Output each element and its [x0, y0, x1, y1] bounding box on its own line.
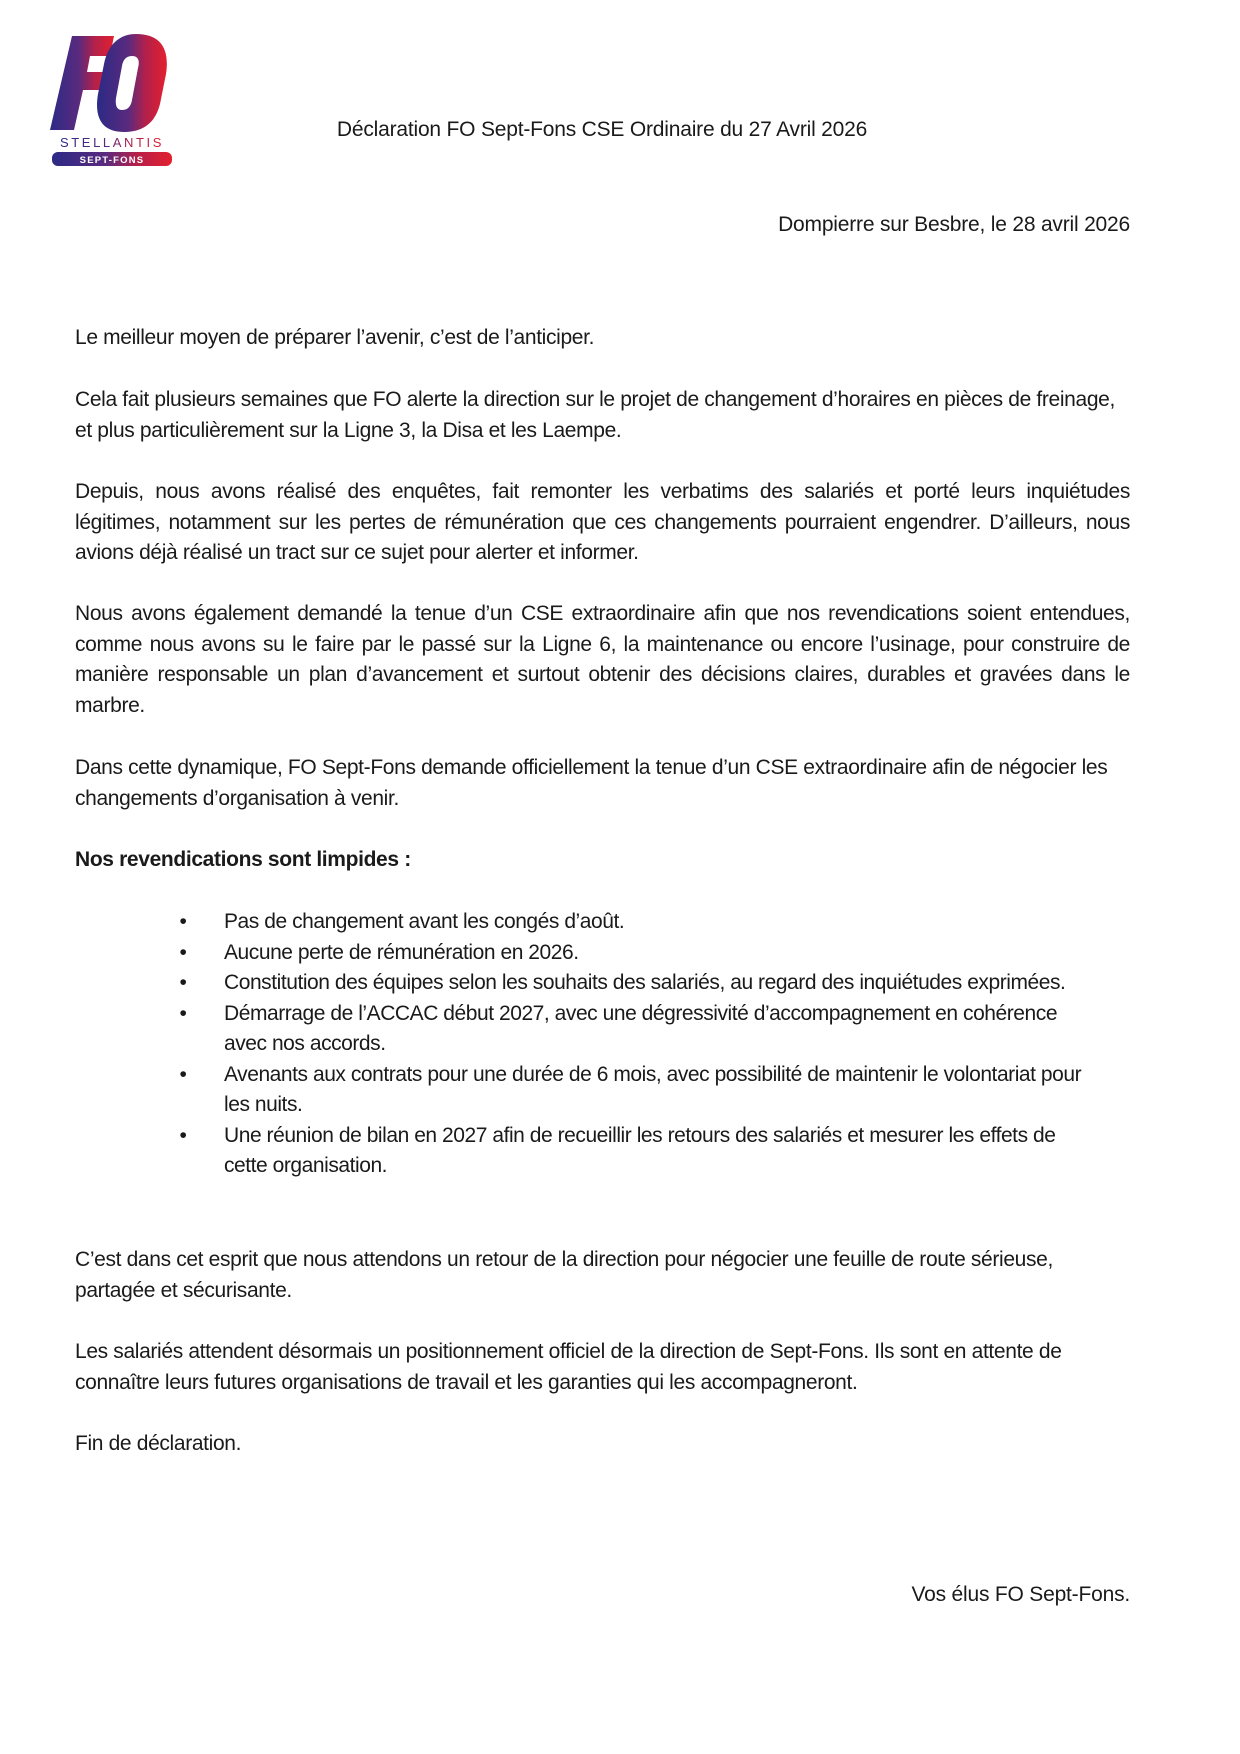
claim-text: Une réunion de bilan en 2027 afin de recueillir les retours des salariés et mesurer les effets de cette organisation.	[224, 1123, 1056, 1177]
claim-text: Avenants aux contrats pour une durée de 6 mois, avec possibilité de maintenir le volontariat pour les nuits.	[224, 1062, 1082, 1116]
claim-item	[173, 938, 1103, 969]
claim-item	[173, 968, 1103, 999]
claim-item	[173, 999, 1103, 1060]
claim-item	[173, 1121, 1103, 1182]
paragraph-official-demand: Dans cette dynamique, FO Sept-Fons demande officiellement la tenue d’un CSE extraordinaire afin de négocier les changements d’organisation à venir.	[75, 756, 1108, 810]
claim-text: Démarrage de l’ACCAC début 2027, avec une dégressivité d’accompagnement en cohérence avec nos accords.	[224, 1001, 1058, 1055]
closing-line: Fin de déclaration.	[75, 1432, 242, 1455]
claim-item	[173, 907, 1103, 938]
paragraph-employees-waiting: Les salariés attendent désormais un positionnement officiel de la direction de Sept-Fons. Ils sont en attente de connaître leurs futures organisations de travail et les garanties qui les accompagneront.	[75, 1340, 1062, 1394]
fo-logo-icon	[50, 34, 174, 172]
paragraph-cse-request: Nous avons également demandé la tenue d’un CSE extraordinaire afin que nos revendications soient entendues, comme nous avons su le faire par le passé sur la Ligne 6, la maintenance ou encore l’usinage, pour construire de manière responsable un plan d’avancement et surtout obtenir des décisions claires, durables et gravées dans le marbre.	[75, 602, 1130, 717]
place-and-date: Dompierre sur Besbre, le 28 avril 2026	[778, 213, 1130, 236]
claim-item	[173, 1060, 1103, 1121]
document-title: Déclaration FO Sept-Fons CSE Ordinaire du 27 Avril 2026	[336, 118, 868, 141]
bullet-icon: •	[179, 971, 187, 994]
intro-paragraph: Le meilleur moyen de préparer l’avenir, c’est de l’anticiper.	[75, 326, 595, 349]
paragraph-roadmap: C’est dans cet esprit que nous attendons un retour de la direction pour négocier une feuille de route sérieuse, partagée et sécurisante.	[75, 1248, 1053, 1302]
paragraph-alert: Cela fait plusieurs semaines que FO alerte la direction sur le projet de changement d’horaires en pièces de freinage, et plus particulièrement sur la Ligne 3, la Disa et les Laempe.	[75, 388, 1115, 442]
bullet-icon: •	[179, 940, 187, 964]
svg-text:STELLANTIS: STELLANTIS	[59, 135, 165, 150]
svg-text:SEPT-FONS: SEPT-FONS	[79, 155, 145, 166]
claims-heading: Nos revendications sont limpides :	[75, 848, 411, 871]
signature: Vos élus FO Sept-Fons.	[911, 1583, 1130, 1606]
fo-stellantis-logo	[50, 34, 174, 172]
claims-list	[173, 907, 1103, 1182]
claim-text: Aucune perte de rémunération en 2026.	[224, 940, 579, 964]
bullet-icon: •	[179, 910, 187, 933]
claim-text: Pas de changement avant les congés d’août.	[224, 910, 625, 933]
bullet-icon: •	[179, 1062, 187, 1086]
bullet-icon: •	[179, 1001, 187, 1025]
bullet-icon: •	[179, 1123, 187, 1147]
paragraph-surveys: Depuis, nous avons réalisé des enquêtes, fait remonter les verbatims des salariés et porté leurs inquiétudes légitimes, notamment sur les pertes de rémunération que ces changements pourraient engendrer. D’ailleurs, nous avions déjà réalisé un tract sur ce sujet pour alerter et informer.	[75, 480, 1130, 564]
claim-text: Constitution des équipes selon les souhaits des salariés, au regard des inquiétudes exprimées.	[224, 971, 1066, 994]
